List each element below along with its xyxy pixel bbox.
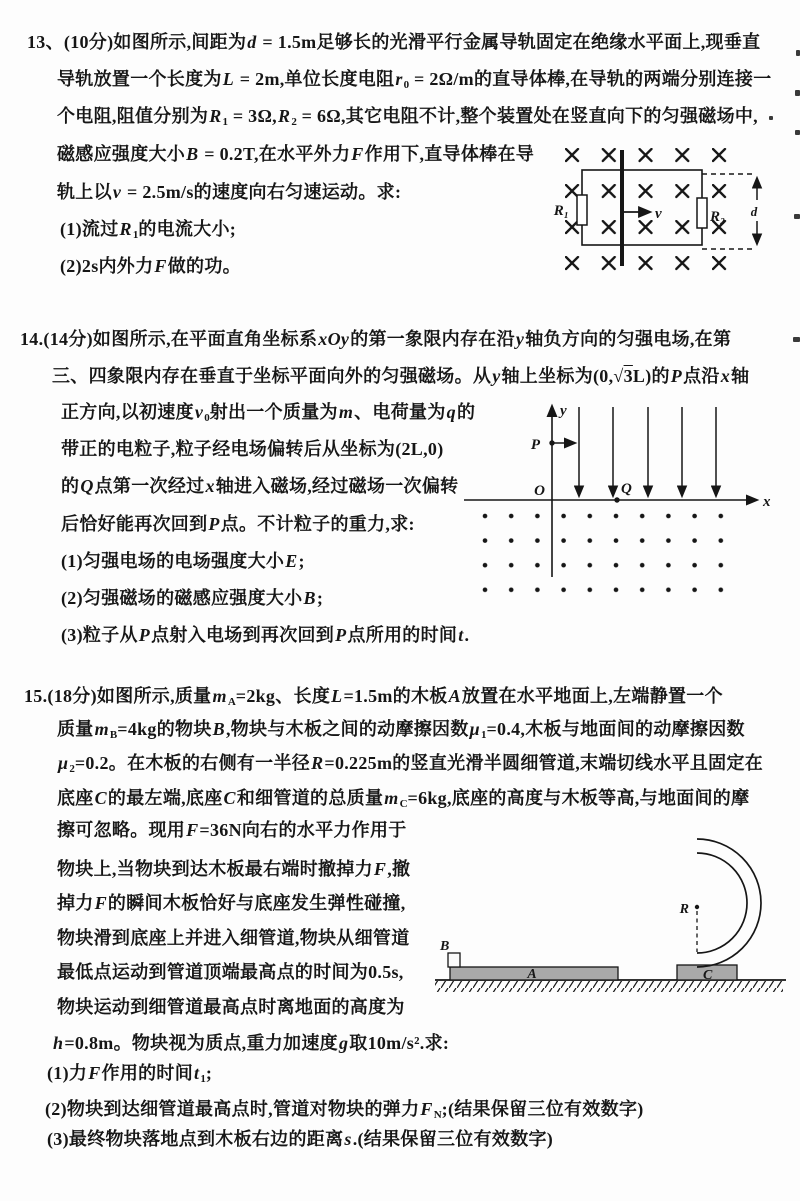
e-field-arrows [579,407,716,496]
scan-artifact [794,214,800,219]
p14-coordinate-figure [458,393,780,605]
p14-question-3: (3)粒子从P点射入电场到再次回到P点所用的时间t. [61,625,470,645]
resistor-r1-box [577,195,587,225]
block-b-label: B [440,939,450,954]
p13-line-4: 磁感应强度大小B = 0.2T,在水平外力F作用下,直导体棒在导 [57,144,535,164]
scan-artifact [769,116,773,120]
scan-artifact [796,50,800,56]
p13-line-3: 个电阻,阻值分别为$R_1 = 3\Omega,R_2 = 6\Omega$,其它电阻不计,整个装置处在竖直向下的匀强磁场中, [57,106,758,128]
p13-question-1: (1)流过$R_1$的电流大小; [60,219,237,241]
p14-line-2: 三、四象限内存在垂直于坐标平面向外的匀强磁场。从y轴上坐标为(0,√3L)的P点沿x轴 [52,366,750,386]
p14-line-5: 的Q点第一次经过x轴进入磁场,经过磁场一次偏转 [61,476,459,496]
block-b [448,953,460,967]
velocity-label: v [655,206,662,222]
p14-question-2: (2)匀强磁场的磁感应强度大小B; [61,588,324,608]
ground-hatching [435,981,783,992]
p15-line-1: 15.(18分)如图所示,质量$m_A=2kg$、长度L=1.5m的木板A放置在水平地面上,左端静置一个 [24,686,723,708]
p15-line-8: 物块滑到底座上并进入细管道,物块从细管道 [57,928,410,948]
p13-line-1: 13、(10分)如图所示,间距为d = 1.5m足够长的光滑平行金属导轨固定在绝缘水平面上,现垂直 [27,32,761,52]
p15-question-2: (2)物块到达细管道最高点时,管道对物块的弹力$F_N$;(结果保留三位有效数字) [45,1099,644,1121]
p14-line-3: 正方向,以初速度$v_0$射出一个质量为m、电荷量为q的 [61,402,476,424]
p13-line-5: 轨上以v = 2.5m/s的速度向右匀速运动。求: [57,182,402,202]
resistor-r2-label: R₂ [710,209,726,225]
p14-line-4: 带正的电粒子,粒子经电场偏转后从坐标为(2L,0) [61,439,444,459]
tube-center-dot [695,905,699,909]
p15-line-10: 物块运动到细管道最高点时离地面的高度为 [57,997,405,1017]
p15-line-5: 擦可忽略。现用F=36N向右的水平力作用于 [57,820,407,840]
scan-artifact [793,337,800,342]
point-p-label: P [530,437,540,453]
scan-artifact [795,90,800,96]
p15-question-3: (3)最终物块落地点到木板右边的距离s.(结果保留三位有效数字) [47,1129,554,1149]
point-q-label: Q [621,481,632,497]
point-q-dot [614,497,619,502]
p15-line-11: h=0.8m。物块视为质点,重力加速度g取10m/s².求: [53,1033,450,1053]
p13-circuit-figure [545,142,785,277]
tube-outer-arc [697,839,761,967]
radius-label: R [679,902,689,917]
scan-artifact [795,130,800,135]
p15-line-4: 底座C的最左端,底座C和细管道的总质量$m_C=6kg$,底座的高度与木板等高,与地面间的摩 [57,788,750,810]
p15-line-3: $\mu_2=0.2$。在木板的右侧有一半径R=0.225m的竖直光滑半圆细管道,末端切线水平且固定在 [58,753,764,775]
p15-line-9: 最低点运动到管道顶端最高点的时间为0.5s, [57,962,404,982]
p15-line-2: 质量$m_B=4kg$的物块B,物块与木板之间的动摩擦因数$\mu_1=0.4$,木板与地面间的动摩擦因数 [57,719,745,741]
p15-line-7: 掉力F的瞬间木板恰好与底座发生弹性碰撞, [57,893,406,913]
b-field-out-of-page-dots [478,509,730,597]
tube-inner-arc [697,853,747,953]
rail-gap-label: d [750,204,758,219]
p15-question-1: (1)力F作用的时间$t_1$; [47,1063,213,1085]
p14-question-1: (1)匀强电场的电场强度大小E; [61,551,305,571]
resistor-r1-label: R₁ [553,203,569,219]
p13-line-2: 导轨放置一个长度为L = 2m,单位长度电阻$r_0 = 2\Omega/m$的直导体棒,在导轨的两端分别连接一 [57,69,772,91]
p14-line-1: 14.(14分)如图所示,在平面直角坐标系xOy的第一象限内存在沿y轴负方向的匀强电场,在第 [20,329,732,349]
p13-question-2: (2)2s内外力F做的功。 [60,256,241,276]
x-axis-label: x [763,494,771,510]
plank-a-label: A [527,967,537,982]
y-axis-label: y [560,403,567,419]
p15-mechanics-figure [433,823,793,1018]
origin-label: O [534,483,545,499]
base-c-label: C [703,968,713,983]
resistor-r2-box [697,198,707,228]
p15-line-6: 物块上,当物块到达木板最右端时撤掉力F,撤 [57,859,411,879]
p14-line-6: 后恰好能再次回到P点。不计粒子的重力,求: [61,514,415,534]
